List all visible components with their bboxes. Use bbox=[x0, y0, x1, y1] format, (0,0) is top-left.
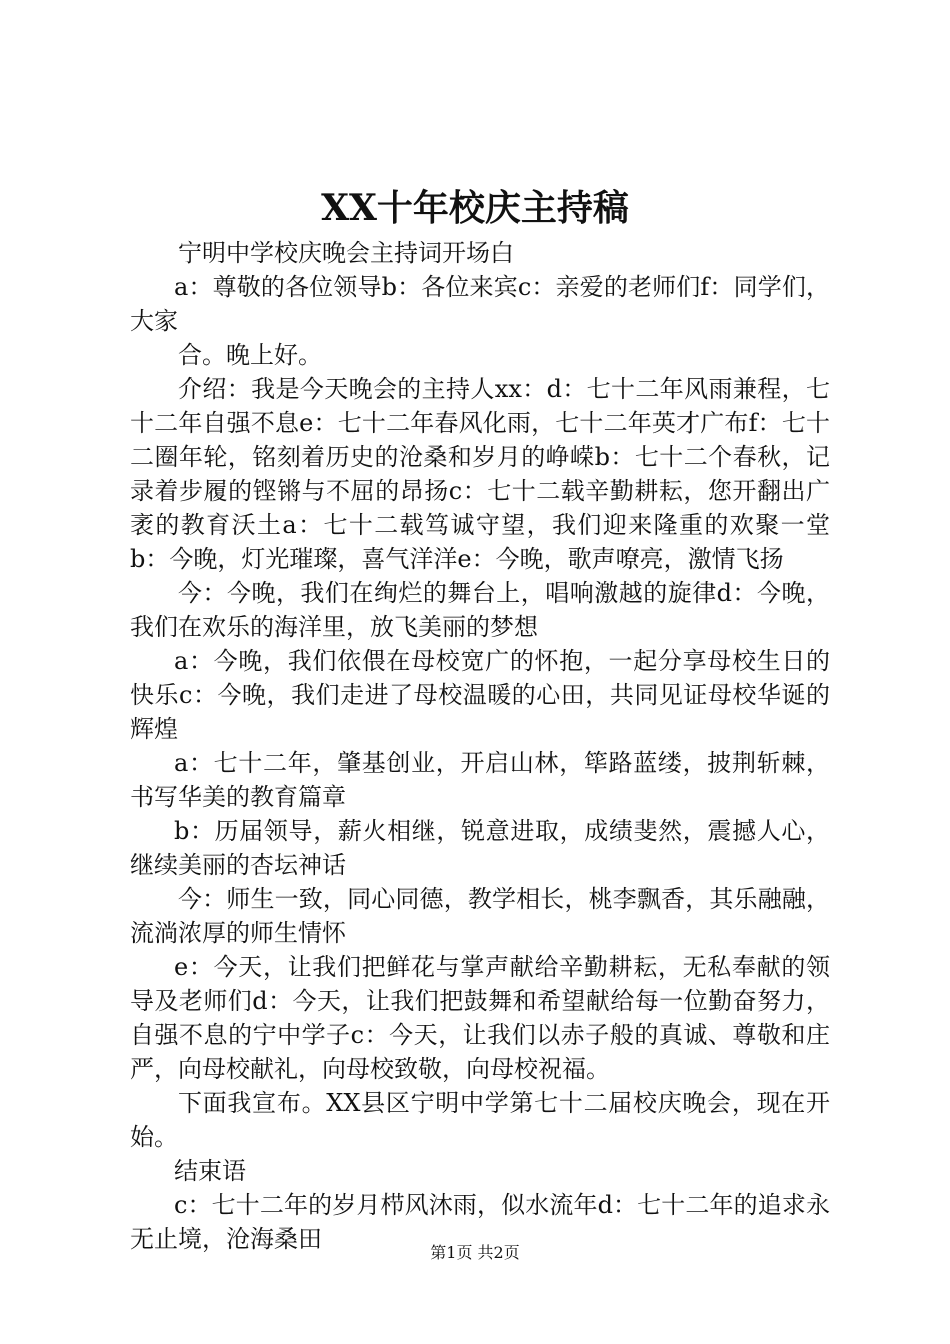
paragraph-closing-heading: 结束语 bbox=[174, 1157, 246, 1185]
document-body bbox=[130, 236, 830, 1256]
paragraph-announcement: 下面我宣布。XX县区宁明中学第七十二届校庆晚会，现在开始。 bbox=[130, 1089, 830, 1151]
paragraph-greeting: a：尊敬的各位领导b：各位来宾c：亲爱的老师们f：同学们，大家 bbox=[130, 273, 830, 335]
paragraph-teachers-students: 今：师生一致，同心同德，教学相长，桃李飘香，其乐融融，流淌浓厚的师生情怀 bbox=[130, 885, 830, 947]
paragraph-tonight-alma-mater: a：今晚，我们依偎在母校宽广的怀抱，一起分享母校生日的快乐c：今晚，我们走进了母校温暖的心田，共同见证母校华诞的辉煌 bbox=[130, 647, 830, 743]
paragraph-good-evening: 合。晚上好。 bbox=[178, 341, 322, 369]
paragraph-closing-lines: c：七十二年的岁月栉风沐雨，似水流年d：七十二年的追求永无止境，沧海桑田 bbox=[130, 1191, 830, 1253]
paragraph-tonight-stage: 今：今晚，我们在绚烂的舞台上，唱响激越的旋律d：今晚，我们在欢乐的海洋里，放飞美丽的梦想 bbox=[130, 579, 830, 641]
paragraph-introduction: 介绍：我是今天晚会的主持人xx：d：七十二年风雨兼程，七十二年自强不息e：七十二年春风化雨，七十二年英才广布f：七十二圈年轮，铭刻着历史的沧桑和岁月的峥嵘b：七十二个春秋，记录着步履的铿锵与不屈的昂扬c：七十二载辛勤耕耘，您开翻出广袤的教育沃土a：七十二载笃诚守望，我们迎来隆重的欢聚一堂b：今晚，灯光璀璨，喜气洋洋e：今晚，歌声嘹亮，激情飞扬 bbox=[130, 375, 830, 573]
paragraph-past-leaders: b：历届领导，薪火相继，锐意进取，成绩斐然，震撼人心，继续美丽的杏坛神话 bbox=[130, 817, 830, 879]
paragraph-opening-heading: 宁明中学校庆晚会主持词开场白 bbox=[178, 239, 514, 267]
paragraph-seventy-two-years: a：七十二年，肇基创业，开启山林，筚路蓝缕，披荆斩棘，书写华美的教育篇章 bbox=[130, 749, 830, 811]
paragraph-today-tribute: e：今天，让我们把鲜花与掌声献给辛勤耕耘，无私奉献的领导及老师们d：今天，让我们把鼓舞和希望献给每一位勤奋努力，自强不息的宁中学子c：今天，让我们以赤子般的真诚、尊敬和庄严，向母校献礼，向母校致敬，向母校祝福。 bbox=[130, 953, 830, 1083]
page-number-footer: 第1页 共2页 bbox=[430, 1243, 520, 1262]
document-title: XX十年校庆主持稿 bbox=[321, 187, 629, 229]
